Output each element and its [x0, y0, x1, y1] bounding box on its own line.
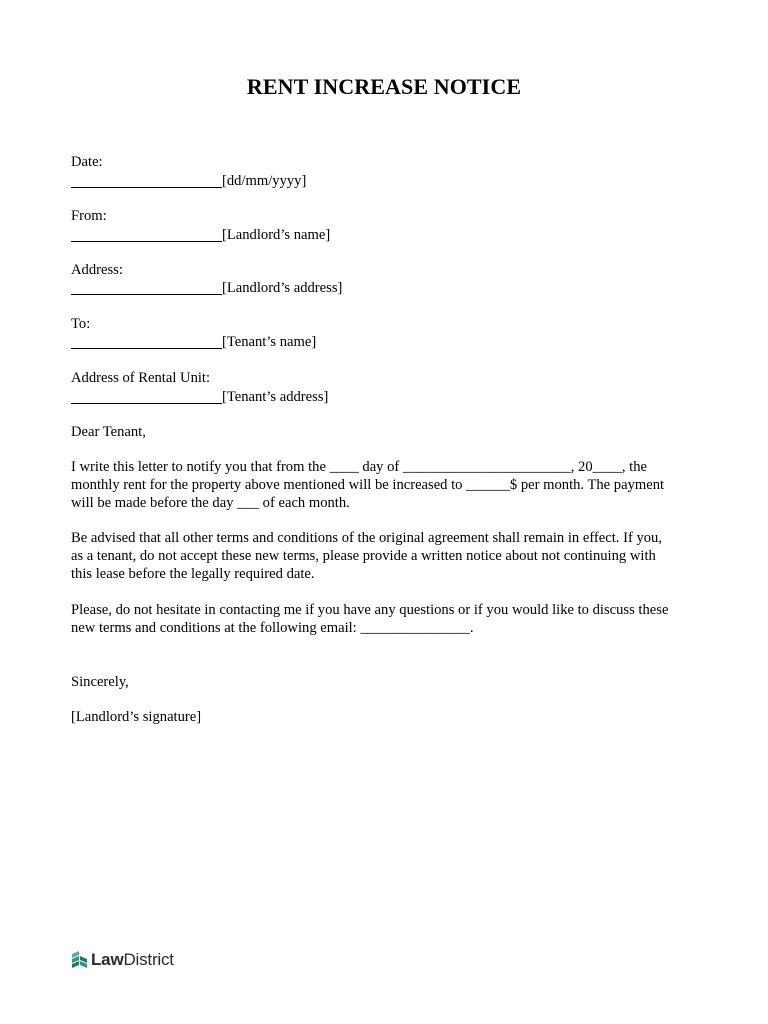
- paragraph-line: Please, do not hesitate in contacting me if you have any questions or if you would like to discuss these: [71, 602, 669, 618]
- date-label: Date:: [71, 154, 103, 170]
- address-blank-line: [71, 278, 222, 295]
- paragraph-contact: [71, 601, 697, 637]
- salutation: Dear Tenant,: [71, 424, 146, 440]
- lawdistrict-logo-icon: [71, 950, 88, 970]
- signature-placeholder: [Landlord’s signature]: [71, 709, 202, 725]
- to-blank-line: [71, 332, 222, 349]
- address-hint: [Landlord’s address]: [222, 280, 343, 296]
- paragraph-line: as a tenant, do not accept these new terms, please provide a written notice about not continuing with: [71, 548, 656, 564]
- date-field: [71, 171, 306, 190]
- paragraph-line: I write this letter to notify you that from the ____ day of _______________________, 20____, the: [71, 459, 647, 475]
- from-hint: [Landlord’s name]: [222, 227, 331, 243]
- to-hint: [Tenant’s name]: [222, 334, 317, 350]
- paragraph-rent-increase: [71, 458, 697, 512]
- lawdistrict-wordmark: LawDistrict: [91, 950, 174, 969]
- rental-address-hint: [Tenant’s address]: [222, 389, 329, 405]
- from-label: From:: [71, 208, 107, 224]
- rental-address-blank-line: [71, 387, 222, 404]
- paragraph-line: monthly rent for the property above mentioned will be increased to ______$ per month. The payment: [71, 477, 665, 493]
- paragraph-line: will be made before the day ___ of each month.: [71, 495, 350, 511]
- paragraph-terms: [71, 529, 697, 583]
- paragraph-line: Be advised that all other terms and conditions of the original agreement shall remain in effect. If you,: [71, 530, 662, 546]
- address-label: Address:: [71, 262, 123, 278]
- to-field: [71, 332, 316, 351]
- to-label: To:: [71, 316, 91, 332]
- date-hint: [dd/mm/yyyy]: [222, 173, 307, 189]
- date-blank-line: [71, 171, 222, 188]
- from-blank-line: [71, 225, 222, 242]
- from-field: [71, 225, 330, 244]
- closing: Sincerely,: [71, 674, 129, 690]
- address-field: [71, 278, 342, 297]
- lawdistrict-logo: [71, 949, 174, 971]
- paragraph-line: this lease before the legally required date.: [71, 566, 315, 582]
- rental-address-field: [71, 387, 328, 406]
- paragraph-line: new terms and conditions at the following email: _______________.: [71, 620, 474, 636]
- document-title: RENT INCREASE NOTICE: [246, 74, 522, 99]
- rental-address-label: Address of Rental Unit:: [71, 370, 211, 386]
